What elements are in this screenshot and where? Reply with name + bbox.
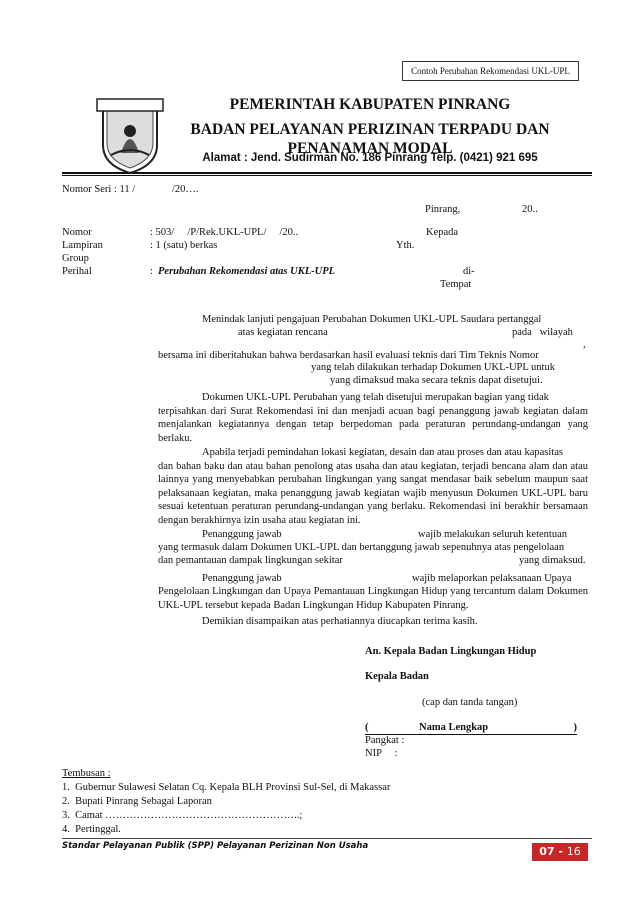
document-header-box: Contoh Perubahan Rekomendasi UKL-UPL (402, 61, 579, 81)
tembusan-item-1: 1. Gubernur Sulawesi Selatan Cq. Kepala BLH Provinsi Sul-Sel, di Makassar (62, 782, 391, 793)
letterhead-rule (62, 172, 592, 174)
p1-line-2b: pada wilayah (512, 327, 573, 338)
p1-line-2: atas kegiatan rencana (238, 327, 328, 338)
perihal-value: Perubahan Rekomendasi atas UKL-UPL (158, 266, 336, 277)
signature-open-paren: ( (365, 722, 369, 733)
p3-first-line: Apabila terjadi pemindahan lokasi kegiatan, desain dan atau proses dan atau kapasitas (202, 447, 563, 458)
p2-first-line: Dokumen UKL-UPL Perubahan yang telah disetujui merupakan bagian yang tidak (202, 392, 549, 403)
p3-rest: dan bahan baku dan atau bahan penolong atas usaha dan atau kegiatan, terjadi bencana alam dan atau lainnya yang menyebabkan perubahan lingkungan yang sangat mendasar baik sebelum maupun saat pelaksanaan kegiatan, maka penanggung jawab kegiatan wajib menyusun Dokumen UKL-UPL baru sesuai ketentuan peraturan perundang-undangan yang berlaku. Rekomendasi ini berakhir bersamaan dengan berakhirnya izin usaha atau kegiatan ini. (158, 460, 588, 526)
p1-line-4: yang telah dilakukan terhadap Dokumen UKL-UPL untuk (311, 362, 555, 373)
page-number-badge (532, 843, 588, 861)
lampiran-value: : 1 (satu) berkas (150, 240, 218, 251)
p5-part-a: Penanggung jawab (202, 573, 282, 584)
p5-rest: Pengelolaan Lingkungan dan Upaya Pemantauan Lingkungan Hidup yang tercantum dalam Dokumen UKL-UPL tersebut kepada Badan Lingkungan Hidup Kabupaten Pinrang. (158, 586, 588, 611)
p2-rest: terpisahkan dari Surat Rekomendasi ini dan menjadi acuan bagi penanggung jawab kegiatan dalam menjalankan kegiatannya dengan tetap berpedoman pada peraturan perundang-undangan yang berlaku. (158, 405, 588, 444)
signature-close-paren: ) (573, 722, 577, 733)
page-separator: - (554, 845, 567, 858)
tembusan-title: Tembusan : (62, 768, 111, 779)
p4-line-3b: yang dimaksud. (519, 555, 586, 566)
p1-line-5: yang dimaksud maka secara teknis dapat disetujui. (330, 375, 543, 386)
p4-line-3: dan pemantauan dampak lingkungan sekitar (158, 555, 343, 566)
page-chapter: 07 (539, 845, 555, 858)
recipient-yth: Yth. (396, 240, 415, 251)
footer-rule (62, 838, 592, 839)
nomor-label: Nomor (62, 227, 92, 238)
signature-pangkat: Pangkat : (365, 735, 405, 746)
p1-comma: , (583, 339, 586, 350)
signature-cap: (cap dan tanda tangan) (422, 697, 518, 708)
recipient-kepada: Kepada (426, 227, 459, 238)
perihal-colon: : (150, 266, 153, 277)
signature-nip: NIP : (365, 748, 398, 759)
tembusan-item-4: 4. Pertinggal. (62, 824, 121, 835)
group-label: Group (62, 253, 89, 264)
agency-title-line-1: BADAN PELAYANAN PERIZINAN TERPADU DAN (190, 121, 550, 138)
perihal-label: Perihal (62, 266, 92, 277)
paragraph-2 (158, 391, 588, 445)
serial-number-label: Nomor Seri : 11 / (62, 184, 136, 195)
p1-line-3: bersama ini diberitahukan bahwa berdasarkan hasil evaluasi teknis dari Tim Teknis Nomor (158, 350, 539, 361)
serial-number-year: /20…. (172, 184, 199, 195)
tembusan-item-2: 2. Bupati Pinrang Sebagai Laporan (62, 796, 212, 807)
footer-title: Standar Pelayanan Publik (SPP) Pelayanan Perizinan Non Usaha (62, 841, 369, 851)
p1-line-1: Menindak lanjuti pengajuan Perubahan Dokumen UKL-UPL Saudara pertanggal (202, 314, 542, 325)
nomor-value: : 503/ /P/Rek.UKL-UPL/ /20.. (150, 227, 299, 238)
place-date: Pinrang, (425, 204, 461, 215)
p4-part-b: wajib melakukan seluruh ketentuan (418, 529, 567, 540)
p5-part-b: wajib melaporkan pelaksanaan Upaya (412, 573, 572, 584)
agency-address: Alamat : Jend. Sudirman No. 186 Pinrang Telp. (0421) 921 695 (202, 152, 538, 164)
lampiran-label: Lampiran (62, 240, 103, 251)
signature-name: Nama Lengkap (419, 722, 489, 733)
recipient-tempat: Tempat (440, 279, 472, 290)
agency-title-line-2: PENANAMAN MODAL (287, 140, 453, 157)
recipient-di: di- (463, 266, 475, 277)
p4-line-2: yang termasuk dalam Dokumen UKL-UPL dan bertanggung jawab sepenuhnya atas pengelolaan (158, 542, 565, 553)
signature-kepala: Kepala Badan (365, 671, 429, 682)
paragraph-3 (158, 446, 588, 527)
p4-part-a: Penanggung jawab (202, 529, 282, 540)
page-number: 16 (566, 845, 581, 858)
signature-name-line (365, 721, 577, 735)
signature-an: An. Kepala Badan Lingkungan Hidup (365, 646, 537, 657)
date-year: 20.. (522, 204, 538, 215)
paragraph-closing: Demikian disampaikan atas perhatiannya diucapkan terima kasih. (202, 616, 478, 627)
letterhead-rule-thin (62, 175, 592, 176)
government-title: PEMERINTAH KABUPATEN PINRANG (229, 96, 511, 113)
tembusan-item-3: 3. Camat ………………………………………………..; (62, 810, 303, 821)
